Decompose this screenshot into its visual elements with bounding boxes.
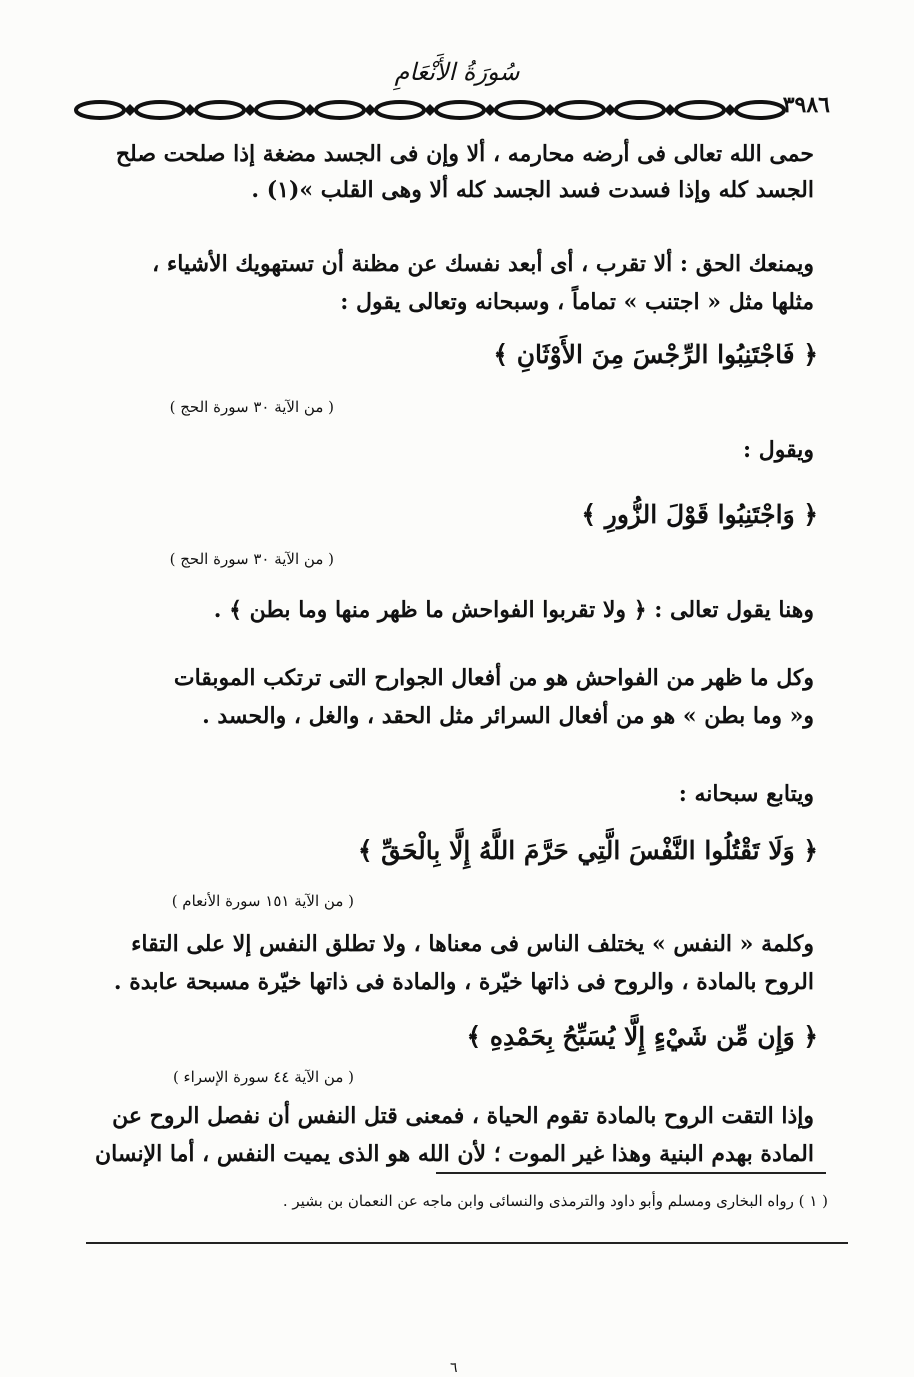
text-line: مثلها مثل « اجتنب » تماماً ، وسبحانه وتعالى يقول : [340, 289, 814, 315]
text-line: ويتابع سبحانه : [678, 781, 814, 807]
quran-verse: ﴿ وَاجْتَنِبُوا قَوْلَ الزُّورِ ﴾ [581, 500, 818, 529]
quran-verse: ﴿ وَإِن مِّن شَيْءٍ إِلَّا يُسَبِّحُ بِحَمْدِهِ ﴾ [466, 1022, 818, 1051]
text-line: وإذا التقت الروح بالمادة تقوم الحياة ، فمعنى قتل النفس أن نفصل الروح عن [112, 1103, 814, 1129]
bottom-mark: ٦ [450, 1360, 458, 1376]
surah-title: سُورَةُ الأَنْعَامِ [394, 58, 520, 86]
text-line: ويقول : [742, 437, 814, 463]
text-line: وهنا يقول تعالى : ﴿ ولا تقربوا الفواحش ما ظهر منها وما بطن ﴾ . [213, 597, 814, 623]
text-line: و« وما بطن » هو من أفعال السرائر مثل الحقد ، والغل ، والحسد . [202, 703, 814, 729]
text-line: وكلمة « النفس » يختلف الناس فى معناها ، ولا تطلق النفس إلا على التقاء [131, 931, 814, 957]
quran-verse: ﴿ فَاجْتَنِبُوا الرِّجْسَ مِنَ الأَوْثَانِ ﴾ [493, 340, 818, 369]
page-number: ٣٩٨٦ [782, 92, 830, 118]
verse-reference: ( من الآية ٣٠ سورة الحج ) [169, 550, 334, 568]
ornamental-border [70, 96, 800, 124]
footnote-separator [436, 1172, 826, 1174]
text-line: الروح بالمادة ، والروح فى ذاتها خيّرة ، والمادة فى ذاتها خيّرة مسبحة عابدة . [113, 969, 814, 995]
verse-reference: ( من الآية ٤٤ سورة الإسراء ) [172, 1068, 354, 1086]
verse-reference: ( من الآية ١٥١ سورة الأنعام ) [171, 892, 354, 910]
text-line: ويمنعك الحق : ألا تقرب ، أى أبعد نفسك عن مظنة أن تستهويك الأشياء ، [152, 251, 814, 277]
footnote: ( ١ ) رواه البخارى ومسلم وأبو داود والترمذى والنسائى وابن ماجه عن النعمان بن بشير . [282, 1192, 828, 1210]
text-line: الجسد كله وإذا فسدت فسد الجسد كله ألا وهى القلب »(١) . [251, 177, 814, 203]
quran-verse: ﴿ وَلَا تَقْتُلُوا النَّفْسَ الَّتِي حَرَّمَ اللَّهُ إِلَّا بِالْحَقِّ ﴾ [357, 836, 818, 865]
verse-reference: ( من الآية ٣٠ سورة الحج ) [169, 398, 334, 416]
page-bottom-rule [86, 1242, 848, 1244]
text-line: حمى الله تعالى فى أرضه محارمه ، ألا وإن فى الجسد مضغة إذا صلحت صلح [115, 141, 814, 167]
text-line: المادة بهدم البنية وهذا غير الموت ؛ لأن الله هو الذى يميت النفس ، أما الإنسان [94, 1141, 814, 1167]
text-line: وكل ما ظهر من الفواحش هو من أفعال الجوارح التى ترتكب الموبقات [173, 665, 814, 691]
